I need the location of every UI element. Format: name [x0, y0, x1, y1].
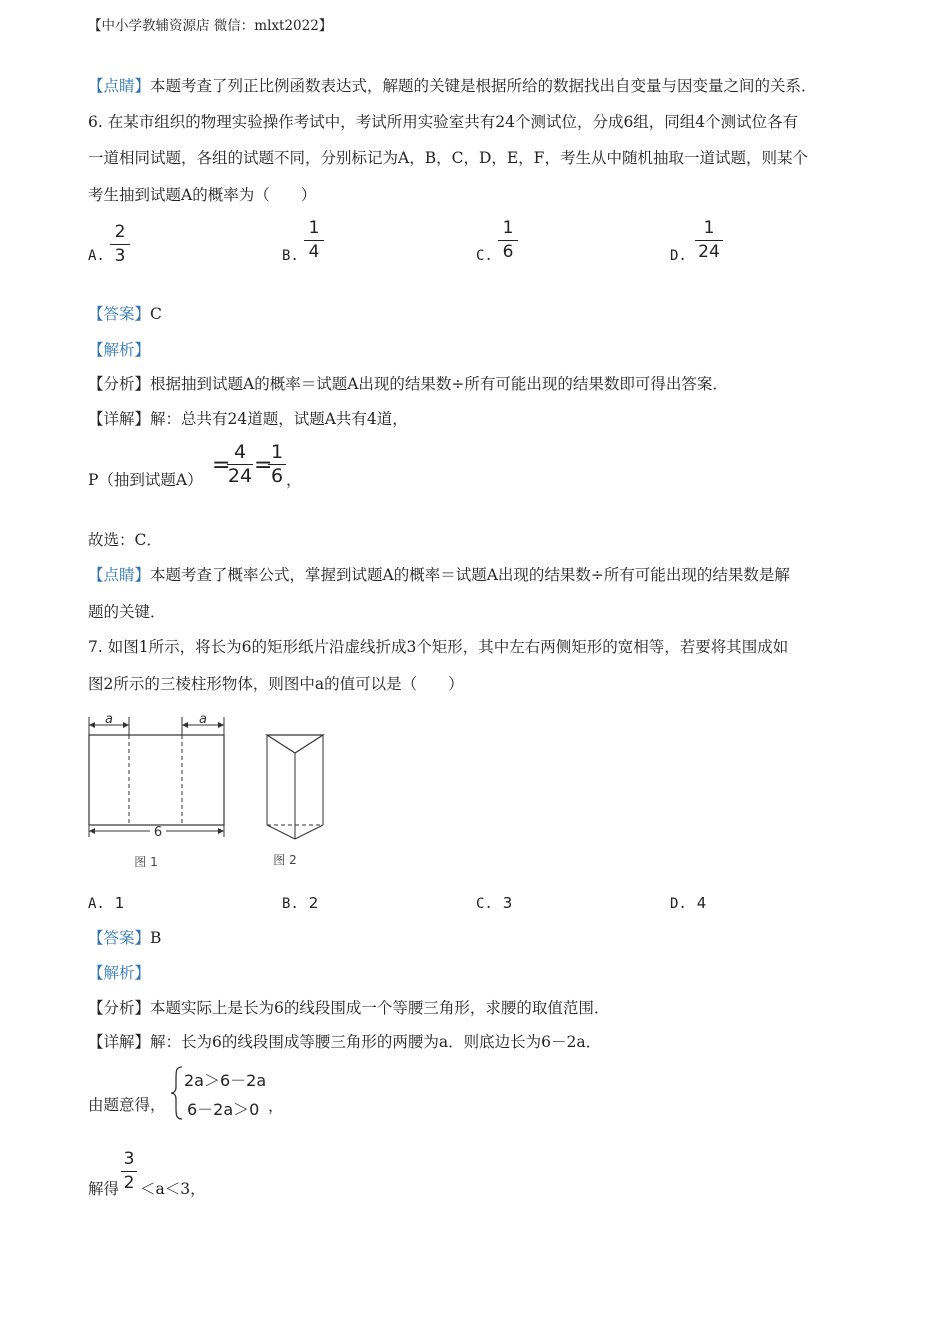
q6-stem-line2: 一道相同试题，各组的试题不同，分别标记为A，B，C，D，E，F，考生从中随机抽取一道试题，则某个 — [88, 149, 808, 167]
q7-solve-tail: ＜a＜3， — [140, 1180, 206, 1198]
q7-option-a: A. 1 — [88, 894, 125, 912]
q6-option-c-fraction: 1 6 — [498, 218, 518, 263]
q7-system-line1: 2a＞6－2a — [184, 1071, 267, 1090]
q5-dianjing — [88, 75, 817, 97]
q6-formula-eq2: = — [254, 453, 273, 478]
q6-guxuan: 故选：C． — [88, 531, 162, 549]
q7-option-b: B. 2 — [282, 894, 319, 912]
arrow-right-a2 — [218, 722, 224, 728]
fenxi-tag: 【分析】 — [88, 999, 151, 1017]
fenxi-text: 本题实际上是长为6的线段围成一个等腰三角形，求腰的取值范围． — [150, 999, 610, 1017]
fig2-caption: 图 2 — [273, 853, 297, 867]
arrow-right-6 — [218, 828, 224, 834]
arrow-right-a — [123, 722, 129, 728]
fig2-top-triangle — [267, 735, 323, 753]
q6-option-a-label: A. — [88, 248, 105, 264]
q6-option-b-fraction: 1 4 — [304, 218, 324, 263]
q7-system-line2: 6－2a＞0 — [187, 1100, 260, 1119]
q6-dianjing-line1 — [88, 564, 790, 586]
q6-option-d-label: D. — [670, 248, 687, 264]
q6-option-a-fraction: 2 3 — [110, 222, 130, 267]
q6-dianjing-line2: 题的关键． — [88, 603, 166, 621]
xiangjie-tag: 【详解】 — [88, 410, 151, 428]
q6-fenxi — [88, 373, 728, 395]
q7-stem-line2: 图2所示的三棱柱形物体，则图中a的值可以是（ ） — [88, 675, 464, 693]
xiangjie-tag: 【详解】 — [88, 1033, 151, 1051]
fenxi-tag: 【分析】 — [88, 375, 151, 393]
arrow-left-6 — [89, 828, 95, 834]
q7-jiexi-tag: 【解析】 — [88, 964, 151, 982]
q6-stem-line1: 6. 在某市组织的物理实验操作考试中，考试所用实验室共有24个测试位，分成6组，同组4个测试位各有 — [88, 113, 799, 131]
q6-formula-lhs: P（抽到试题A） — [88, 471, 203, 489]
q7-system-brace — [170, 1065, 184, 1121]
q6-option-c-label: C. — [476, 248, 493, 264]
fig1-caption: 图 1 — [134, 855, 158, 869]
fenxi-text: 根据抽到试题A的概率＝试题A出现的结果数÷所有可能出现的结果数即可得出答案． — [150, 375, 728, 393]
answer-value: B — [150, 929, 162, 947]
fig2-bottom-right — [295, 825, 323, 839]
q7-stem-line1: 7. 如图1所示，将长为6的矩形纸片沿虚线折成3个矩形，其中左右两侧矩形的宽相等，若要将其围成如 — [88, 638, 789, 656]
q7-option-c: C. 3 — [476, 894, 513, 912]
q7-option-d: D. 4 — [670, 894, 707, 912]
fig1-label-a-left: a — [105, 712, 113, 727]
q7-fenxi — [88, 997, 609, 1019]
fig1-rectangle — [89, 735, 224, 825]
q6-answer — [88, 303, 162, 325]
q7-solve-prefix: 解得 — [88, 1180, 120, 1198]
q6-formula-eq1: = — [212, 453, 231, 478]
q6-formula-fraction-1: 4 24 — [227, 441, 253, 487]
q7-answer — [88, 927, 161, 949]
q7-solve-fraction: 3 2 — [121, 1149, 137, 1194]
dianjing-text: 本题考查了概率公式，掌握到试题A的概率＝试题A出现的结果数÷所有可能出现的结果数是解 — [150, 566, 790, 584]
page-header: 【中小学教辅资源店 微信：mlxt2022】 — [88, 18, 333, 34]
q6-jiexi-tag: 【解析】 — [88, 341, 151, 359]
fig1-label-a-right: a — [199, 712, 207, 727]
answer-tag: 【答案】 — [88, 929, 151, 947]
q6-option-d-fraction: 1 24 — [695, 218, 723, 263]
dianjing-tag: 【点睛】 — [88, 77, 151, 95]
arrow-left-a2 — [182, 722, 188, 728]
q6-formula-tail: ， — [286, 471, 302, 489]
q7-xiangjie — [88, 1031, 601, 1053]
q7-system-prefix: 由题意得， — [88, 1096, 166, 1114]
dianjing-tag: 【点睛】 — [88, 566, 151, 584]
q6-option-b-label: B. — [282, 248, 299, 264]
arrow-left-a — [89, 722, 95, 728]
xiangjie-text: 解：总共有24道题，试题A共有4道， — [150, 410, 408, 428]
xiangjie-text: 解：长为6的线段围成等腰三角形的两腰为a．则底边长为6－2a． — [150, 1033, 602, 1051]
q7-system-tail: ， — [268, 1097, 284, 1115]
q6-xiangjie — [88, 408, 408, 430]
q7-figure — [82, 705, 342, 875]
dianjing-text: 本题考查了列正比例函数表达式，解题的关键是根据所给的数据找出自变量与因变量之间的关系． — [150, 77, 817, 95]
answer-value: C — [150, 305, 162, 323]
q6-stem-line3: 考生抽到试题A的概率为（ ） — [88, 186, 317, 204]
fig2-bottom-left — [267, 825, 295, 839]
fig1-label-6: 6 — [153, 825, 163, 840]
q6-formula-fraction-2: 1 6 — [268, 442, 286, 487]
answer-tag: 【答案】 — [88, 305, 151, 323]
